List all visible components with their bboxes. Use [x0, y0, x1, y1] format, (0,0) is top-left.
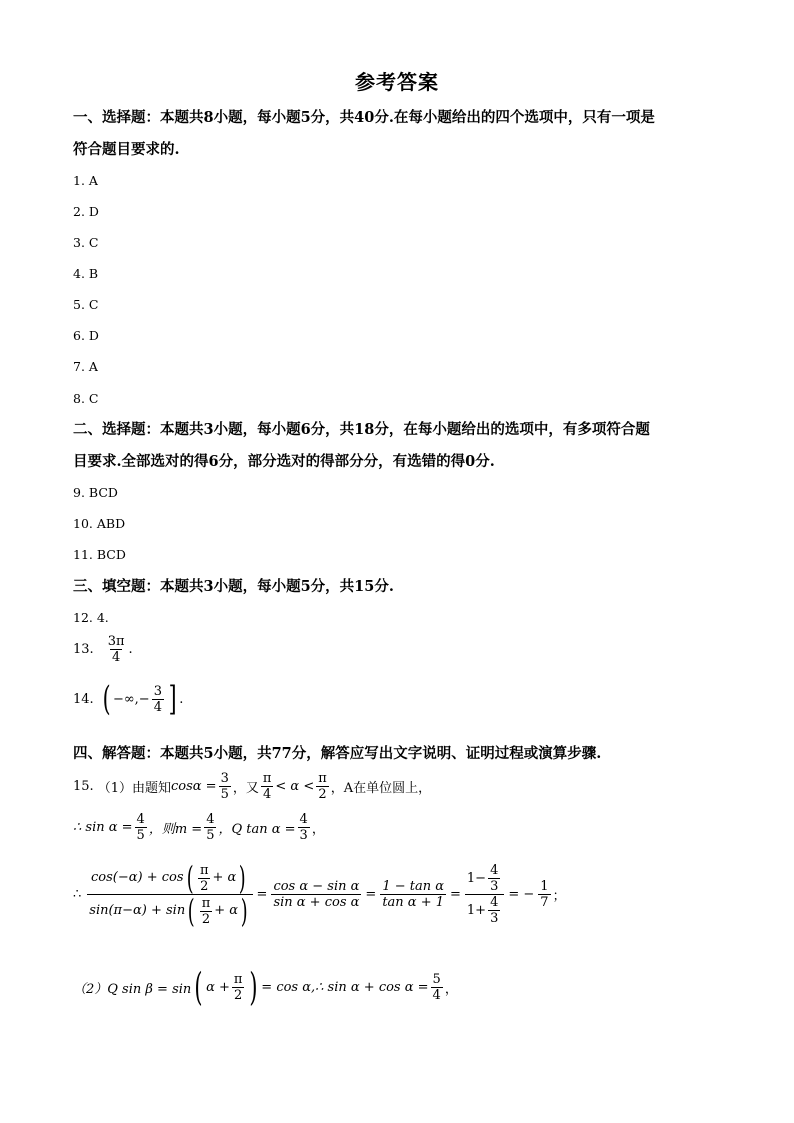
answer-13-fraction — [106, 634, 127, 665]
answer-14-tail: . — [179, 691, 184, 707]
answer-12: 12. 4. — [73, 610, 109, 625]
section2-heading-line1: 二、选择题：本题共3小题，每小题6分，共18分，在每小题给出的选项中，有多项符合题 — [73, 421, 650, 438]
line2-m-text: ，则m = — [148, 822, 203, 837]
inner-tail-text: + α — [212, 870, 237, 885]
fraction-denominator: 7 — [540, 895, 549, 910]
line4-fraction-5-4 — [431, 972, 443, 1003]
left-paren-icon: ( — [188, 892, 195, 930]
fraction-numerator: π — [201, 895, 211, 911]
q15-line4 — [73, 965, 458, 1009]
fraction-numerator: 4 — [206, 812, 215, 827]
result-sign: = − — [508, 887, 535, 902]
section2-heading-line2: 目要求.全部选对的得6分，部分选对的得部分分，有选错的得0分. — [73, 453, 495, 470]
answer-11: 11. BCD — [73, 547, 126, 562]
answer-3: 3. C — [73, 235, 99, 250]
fraction-denominator: 3 — [490, 911, 499, 926]
line3-result-fraction — [538, 879, 550, 910]
q15-line1 — [73, 771, 431, 802]
inner-fraction-pi-2-den — [200, 896, 213, 927]
fraction-denominator: 2 — [201, 911, 211, 927]
fraction-numerator: 4 — [490, 863, 499, 878]
q15-end-text: ，A在单位圆上， — [330, 781, 432, 796]
fraction-denominator: 2 — [234, 987, 243, 1003]
fraction-denominator: 5 — [220, 787, 229, 802]
left-paren-icon: ( — [186, 859, 194, 897]
line4-sin-beta-text: （2）Q sin β = sin — [73, 981, 192, 997]
fraction-numerator: 4 — [136, 812, 145, 827]
fraction-numerator: π — [199, 862, 209, 878]
big-fraction-denominator — [87, 892, 252, 930]
answer-14 — [73, 679, 184, 719]
answer-5: 5. C — [73, 297, 99, 312]
line4-end-text: ， — [444, 981, 458, 997]
page-title: 参考答案 — [355, 70, 439, 94]
answer-1: 1. A — [73, 173, 98, 188]
section3-heading: 三、填空题：本题共3小题，每小题5分，共15分. — [73, 578, 394, 595]
q15-fraction-pi-2 — [316, 771, 329, 802]
fraction-denominator: sin α + cos α — [273, 895, 360, 910]
eq3-num-prefix: 1− — [466, 871, 487, 886]
eq3-numerator — [465, 863, 504, 894]
fraction-denominator: tan α + 1 — [382, 895, 444, 910]
line2-sin-text: ∴ sin α = — [73, 820, 133, 835]
answer-7: 7. A — [73, 359, 98, 374]
eq3-denominator — [465, 894, 504, 926]
line4-mid-text: = cos α,∴ sin α + cos α = — [261, 979, 429, 995]
q15-line2 — [73, 812, 325, 843]
line3-eq2-fraction — [380, 879, 446, 910]
big-den-text: sin(π−α) + sin — [89, 903, 186, 918]
line3-eq3-fraction — [465, 863, 504, 926]
line3-big-fraction — [87, 859, 252, 930]
section1-heading-line1: 一、选择题：本题共8小题，每小题5分，共40分.在每小题给出的四个选项中，只有一项是 — [73, 109, 655, 126]
right-bracket-icon: ] — [168, 679, 177, 719]
fraction-denominator: 2 — [200, 878, 209, 894]
left-paren-icon: ( — [194, 965, 203, 1009]
big-fraction-numerator — [89, 859, 251, 897]
line2-tan-text: ，Q tan α = — [218, 822, 296, 837]
answer-8: 8. C — [73, 391, 99, 406]
fraction-denominator: 4 — [262, 787, 272, 802]
right-paren-icon: ) — [240, 892, 248, 930]
q15-label: 15. — [73, 779, 94, 794]
section4-heading: 四、解答题：本题共5小题，共77分，解答应写出文字说明、证明过程或演算步骤. — [73, 745, 602, 762]
inner-tail-text: + α — [214, 903, 239, 918]
answer-13-tail: . — [128, 642, 133, 657]
fraction-numerator: π — [262, 771, 272, 786]
fraction-numerator: 5 — [432, 971, 441, 987]
answer-4: 4. B — [73, 266, 99, 281]
inner-fraction-pi-2 — [198, 863, 211, 894]
answer-9: 9. BCD — [73, 485, 118, 500]
answer-6: 6. D — [73, 328, 99, 343]
line2-end-text: ， — [311, 822, 325, 837]
line4-inner-text: α + — [206, 979, 230, 995]
equals-sign: = — [450, 887, 461, 902]
therefore-symbol: ∴ — [73, 887, 82, 902]
right-paren-icon: ) — [249, 965, 258, 1009]
q15-fraction-pi-4 — [261, 771, 274, 802]
section1-heading-line2: 符合题目要求的. — [73, 141, 180, 158]
line3-end-text: ； — [552, 889, 566, 904]
fraction-numerator: 3π — [107, 634, 125, 649]
answer-10: 10. ABD — [73, 516, 126, 531]
fraction-numerator: 1 − tan α — [382, 879, 444, 894]
answer-14-fraction — [152, 684, 164, 715]
q15-mid-text: ，又 — [232, 781, 259, 796]
fraction-denominator: 3 — [299, 828, 308, 843]
answer-14-label: 14. — [73, 691, 94, 707]
fraction-denominator: 5 — [136, 828, 145, 843]
q15-inequality-text: < α < — [275, 779, 315, 794]
big-num-text: cos(−α) + cos — [90, 870, 184, 885]
fraction-numerator: 1 — [540, 879, 549, 894]
line4-inner-fraction — [232, 972, 245, 1003]
fraction-numerator: π — [318, 771, 327, 786]
fraction-numerator: π — [233, 971, 243, 987]
answer-2: 2. D — [73, 204, 99, 219]
answer-13-label: 13. — [73, 642, 94, 657]
line2-fraction-4-5 — [135, 812, 147, 843]
fraction-denominator: 4 — [153, 699, 162, 715]
fraction-denominator: 4 — [432, 987, 441, 1003]
q15-part1-text: （1）由题知 — [97, 781, 171, 796]
q15-fraction-3-5 — [219, 771, 231, 802]
right-paren-icon: ) — [239, 859, 247, 897]
fraction-denominator: 2 — [318, 787, 327, 802]
line2-fraction-4-3 — [298, 812, 310, 843]
equals-sign: = — [365, 887, 377, 902]
fraction-numerator: 4 — [299, 812, 308, 827]
line3-eq1-fraction — [271, 879, 361, 910]
fraction-numerator: 3 — [220, 771, 229, 786]
fraction-numerator: 3 — [153, 683, 162, 699]
eq3-den-prefix: 1+ — [466, 903, 487, 918]
fraction-numerator: 4 — [490, 895, 499, 910]
equals-sign: = — [256, 887, 268, 902]
answer-14-interval-left: −∞,− — [112, 691, 150, 707]
fraction-denominator: 4 — [111, 650, 121, 665]
fraction-denominator: 3 — [490, 879, 499, 894]
left-paren-icon: ( — [102, 679, 111, 719]
fraction-numerator: cos α − sin α — [273, 879, 360, 894]
fraction-denominator: 5 — [206, 828, 215, 843]
q15-line3 — [73, 859, 566, 930]
eq3-num-fraction — [488, 863, 500, 894]
eq3-den-fraction — [488, 895, 500, 926]
line2-fraction-m — [204, 812, 216, 843]
answer-13 — [73, 634, 133, 665]
q15-cos-text: cosα = — [170, 779, 217, 794]
